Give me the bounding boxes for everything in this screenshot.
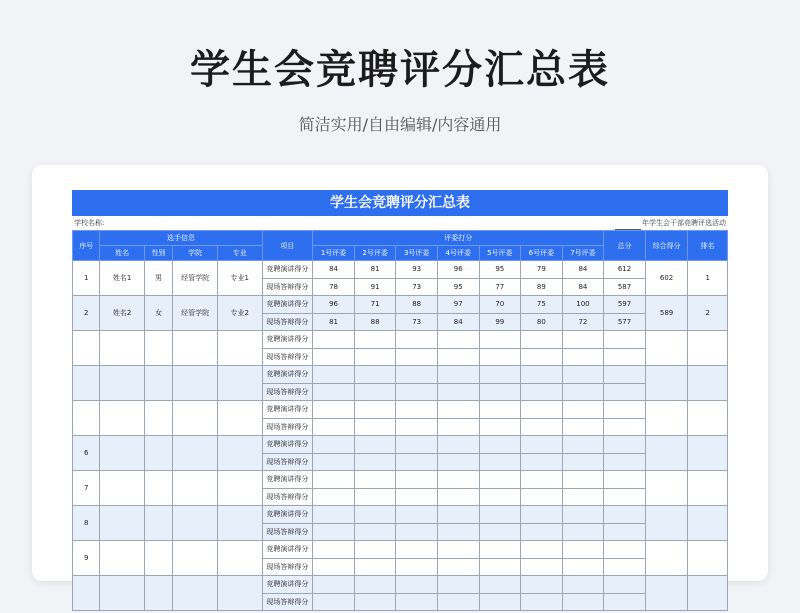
cell-index[interactable]: 2 — [73, 296, 100, 331]
cell-judge-score[interactable]: 88 — [354, 313, 396, 331]
table-row — [73, 576, 728, 594]
cell-judge-score[interactable] — [479, 383, 521, 401]
cell-judge-score[interactable] — [396, 453, 438, 471]
cell-gender[interactable] — [144, 576, 172, 611]
cell-judge-score[interactable] — [396, 436, 438, 454]
cell-rank[interactable]: 1 — [688, 261, 728, 296]
cell-judge-score[interactable] — [562, 401, 604, 419]
score-table — [72, 230, 728, 611]
header-total: 总分 — [604, 231, 646, 261]
cell-composite[interactable] — [645, 436, 688, 471]
cell-judge-score[interactable]: 95 — [437, 278, 479, 296]
cell-judge-score[interactable] — [562, 506, 604, 524]
table-row — [73, 436, 728, 454]
cell-gender[interactable] — [144, 541, 172, 576]
cell-judge-score[interactable] — [479, 366, 521, 384]
cell-judge-score[interactable] — [562, 558, 604, 576]
cell-total[interactable] — [604, 488, 646, 506]
sheet-title: 学生会竞聘评分汇总表 — [72, 190, 728, 216]
cell-composite[interactable]: 589 — [645, 296, 688, 331]
cell-college[interactable] — [173, 471, 218, 506]
cell-judge-score[interactable] — [313, 348, 355, 366]
cell-college[interactable]: 经管学院 — [173, 296, 218, 331]
cell-total[interactable]: 587 — [604, 278, 646, 296]
cell-judge-score[interactable] — [354, 331, 396, 349]
cell-item[interactable]: 现场答辩得分 — [262, 383, 313, 401]
cell-judge-score[interactable] — [354, 418, 396, 436]
cell-rank[interactable]: 2 — [688, 296, 728, 331]
cell-judge-score[interactable] — [479, 488, 521, 506]
cell-judge-score[interactable] — [313, 576, 355, 594]
cell-total[interactable] — [604, 348, 646, 366]
cell-judge-score[interactable] — [396, 576, 438, 594]
meta-row — [72, 216, 728, 230]
cell-composite[interactable]: 602 — [645, 261, 688, 296]
cell-gender[interactable] — [144, 506, 172, 541]
cell-judge-score[interactable] — [521, 576, 563, 594]
cell-name[interactable] — [100, 576, 145, 611]
cell-judge-score[interactable] — [437, 593, 479, 611]
cell-college[interactable] — [173, 401, 218, 436]
cell-college[interactable] — [173, 436, 218, 471]
cell-judge-score[interactable] — [313, 331, 355, 349]
cell-judge-score[interactable] — [354, 366, 396, 384]
cell-rank[interactable] — [688, 366, 728, 401]
cell-judge-score[interactable] — [396, 541, 438, 559]
cell-total[interactable] — [604, 576, 646, 594]
cell-judge-score[interactable] — [479, 541, 521, 559]
cell-judge-score[interactable] — [562, 471, 604, 489]
preview-card — [32, 165, 768, 606]
cell-judge-score[interactable]: 84 — [437, 313, 479, 331]
year-blank[interactable] — [615, 221, 641, 230]
cell-judge-score[interactable] — [396, 523, 438, 541]
header-candidate-info: 选手信息 — [100, 231, 262, 246]
cell-total[interactable] — [604, 401, 646, 419]
cell-judge-score[interactable] — [562, 453, 604, 471]
cell-college[interactable] — [173, 541, 218, 576]
cell-judge-score[interactable] — [437, 366, 479, 384]
cell-college[interactable] — [173, 576, 218, 611]
cell-judge-score[interactable] — [437, 331, 479, 349]
cell-college[interactable] — [173, 331, 218, 366]
cell-judge-score[interactable] — [437, 576, 479, 594]
cell-item[interactable]: 现场答辩得分 — [262, 523, 313, 541]
cell-judge-score[interactable] — [479, 558, 521, 576]
cell-item[interactable]: 竞聘演讲得分 — [262, 576, 313, 594]
cell-judge-score[interactable]: 99 — [479, 313, 521, 331]
cell-judge-score[interactable] — [479, 331, 521, 349]
cell-judge-score[interactable]: 80 — [521, 313, 563, 331]
cell-name[interactable] — [100, 506, 145, 541]
cell-judge-score[interactable] — [313, 558, 355, 576]
header-judge-scores: 评委打分 — [313, 231, 604, 246]
cell-judge-score[interactable] — [313, 453, 355, 471]
cell-judge-score[interactable] — [479, 348, 521, 366]
header-judge-3: 3号评委 — [396, 246, 438, 261]
header-college: 学院 — [173, 246, 218, 261]
cell-index[interactable] — [73, 576, 100, 611]
activity-field — [615, 216, 726, 230]
table-row — [73, 506, 728, 524]
cell-judge-score[interactable] — [396, 418, 438, 436]
cell-judge-score[interactable]: 95 — [479, 261, 521, 279]
cell-judge-score[interactable]: 91 — [354, 278, 396, 296]
cell-judge-score[interactable] — [396, 383, 438, 401]
cell-name[interactable] — [100, 436, 145, 471]
cell-judge-score[interactable] — [437, 541, 479, 559]
cell-total[interactable] — [604, 523, 646, 541]
cell-total[interactable] — [604, 593, 646, 611]
cell-judge-score[interactable] — [313, 541, 355, 559]
cell-judge-score[interactable] — [521, 418, 563, 436]
cell-judge-score[interactable] — [521, 453, 563, 471]
cell-total[interactable] — [604, 418, 646, 436]
cell-judge-score[interactable] — [521, 593, 563, 611]
cell-index[interactable]: 8 — [73, 506, 100, 541]
cell-gender[interactable]: 女 — [144, 296, 172, 331]
table-row — [73, 366, 728, 384]
cell-judge-score[interactable] — [313, 523, 355, 541]
cell-judge-score[interactable] — [354, 506, 396, 524]
cell-judge-score[interactable] — [313, 366, 355, 384]
cell-judge-score[interactable] — [313, 436, 355, 454]
header-judge-4: 4号评委 — [437, 246, 479, 261]
cell-judge-score[interactable] — [479, 436, 521, 454]
cell-total[interactable] — [604, 436, 646, 454]
cell-item[interactable]: 现场答辩得分 — [262, 593, 313, 611]
cell-judge-score[interactable] — [521, 366, 563, 384]
cell-item[interactable]: 竞聘演讲得分 — [262, 331, 313, 349]
cell-judge-score[interactable] — [521, 488, 563, 506]
cell-judge-score[interactable] — [562, 383, 604, 401]
cell-judge-score[interactable] — [396, 348, 438, 366]
cell-judge-score[interactable] — [479, 506, 521, 524]
cell-judge-score[interactable] — [313, 383, 355, 401]
cell-item[interactable]: 现场答辩得分 — [262, 453, 313, 471]
cell-total[interactable]: 577 — [604, 313, 646, 331]
cell-judge-score[interactable] — [521, 401, 563, 419]
cell-judge-score[interactable] — [437, 558, 479, 576]
cell-item[interactable]: 现场答辩得分 — [262, 418, 313, 436]
cell-index[interactable]: 7 — [73, 471, 100, 506]
cell-item[interactable]: 竞聘演讲得分 — [262, 366, 313, 384]
cell-judge-score[interactable]: 71 — [354, 296, 396, 314]
cell-judge-score[interactable] — [437, 488, 479, 506]
cell-judge-score[interactable] — [313, 401, 355, 419]
cell-college[interactable]: 经管学院 — [173, 261, 218, 296]
cell-judge-score[interactable]: 97 — [437, 296, 479, 314]
cell-composite[interactable] — [645, 401, 688, 436]
cell-judge-score[interactable] — [437, 401, 479, 419]
cell-judge-score[interactable] — [396, 366, 438, 384]
cell-index[interactable]: 9 — [73, 541, 100, 576]
activity-label: 年学生会干部竞聘评选活动 — [642, 219, 726, 227]
cell-item[interactable]: 现场答辩得分 — [262, 488, 313, 506]
cell-judge-score[interactable] — [354, 558, 396, 576]
cell-judge-score[interactable] — [562, 541, 604, 559]
cell-judge-score[interactable] — [313, 488, 355, 506]
table-row — [73, 331, 728, 349]
header-judge-1: 1号评委 — [313, 246, 355, 261]
cell-judge-score[interactable] — [313, 471, 355, 489]
cell-name[interactable] — [100, 541, 145, 576]
cell-judge-score[interactable]: 78 — [313, 278, 355, 296]
cell-item[interactable]: 竞聘演讲得分 — [262, 261, 313, 279]
cell-total[interactable] — [604, 506, 646, 524]
cell-judge-score[interactable] — [313, 506, 355, 524]
school-name-label: 学校名称: — [74, 219, 105, 227]
cell-judge-score[interactable] — [521, 541, 563, 559]
cell-item[interactable]: 竞聘演讲得分 — [262, 436, 313, 454]
cell-judge-score[interactable] — [562, 576, 604, 594]
cell-item[interactable]: 竞聘演讲得分 — [262, 506, 313, 524]
header-item: 项目 — [262, 231, 313, 261]
cell-name[interactable] — [100, 331, 145, 366]
cell-judge-score[interactable]: 81 — [354, 261, 396, 279]
cell-judge-score[interactable] — [521, 436, 563, 454]
cell-college[interactable] — [173, 506, 218, 541]
cell-judge-score[interactable] — [521, 331, 563, 349]
cell-judge-score[interactable]: 70 — [479, 296, 521, 314]
cell-name[interactable]: 姓名1 — [100, 261, 145, 296]
cell-judge-score[interactable] — [521, 383, 563, 401]
cell-gender[interactable] — [144, 436, 172, 471]
cell-major[interactable] — [217, 401, 262, 436]
cell-judge-score[interactable] — [354, 436, 396, 454]
header-judge-2: 2号评委 — [354, 246, 396, 261]
cell-judge-score[interactable] — [396, 401, 438, 419]
cell-judge-score[interactable] — [396, 331, 438, 349]
cell-judge-score[interactable] — [396, 558, 438, 576]
cell-rank[interactable] — [688, 541, 728, 576]
cell-total[interactable] — [604, 471, 646, 489]
cell-judge-score[interactable]: 100 — [562, 296, 604, 314]
spreadsheet — [72, 190, 728, 606]
cell-index[interactable] — [73, 401, 100, 436]
header-judge-6: 6号评委 — [521, 246, 563, 261]
header-rank: 排名 — [688, 231, 728, 261]
cell-judge-score[interactable] — [562, 366, 604, 384]
cell-major[interactable] — [217, 471, 262, 506]
cell-judge-score[interactable] — [562, 523, 604, 541]
cell-judge-score[interactable] — [437, 453, 479, 471]
table-row — [73, 471, 728, 489]
table-row — [73, 296, 728, 314]
cell-composite[interactable] — [645, 471, 688, 506]
cell-total[interactable] — [604, 541, 646, 559]
cell-name[interactable] — [100, 366, 145, 401]
cell-major[interactable] — [217, 436, 262, 471]
cell-judge-score[interactable] — [562, 331, 604, 349]
cell-judge-score[interactable]: 73 — [396, 278, 438, 296]
cell-judge-score[interactable] — [354, 453, 396, 471]
cell-item[interactable]: 现场答辩得分 — [262, 278, 313, 296]
cell-judge-score[interactable] — [521, 348, 563, 366]
cell-judge-score[interactable] — [396, 488, 438, 506]
cell-total[interactable] — [604, 366, 646, 384]
cell-item[interactable]: 现场答辩得分 — [262, 313, 313, 331]
cell-major[interactable] — [217, 541, 262, 576]
cell-total[interactable]: 597 — [604, 296, 646, 314]
cell-total[interactable]: 612 — [604, 261, 646, 279]
cell-judge-score[interactable] — [562, 418, 604, 436]
cell-judge-score[interactable] — [521, 506, 563, 524]
cell-composite[interactable] — [645, 331, 688, 366]
page-title: 学生会竞聘评分汇总表 — [190, 47, 610, 93]
cell-judge-score[interactable] — [354, 383, 396, 401]
cell-judge-score[interactable] — [479, 523, 521, 541]
cell-judge-score[interactable] — [562, 488, 604, 506]
header-composite: 综合得分 — [645, 231, 688, 261]
cell-judge-score[interactable]: 77 — [479, 278, 521, 296]
cell-composite[interactable] — [645, 576, 688, 611]
header-gender: 性别 — [144, 246, 172, 261]
cell-total[interactable] — [604, 453, 646, 471]
cell-major[interactable]: 专业2 — [217, 296, 262, 331]
cell-composite[interactable] — [645, 366, 688, 401]
cell-judge-score[interactable]: 84 — [313, 261, 355, 279]
cell-item[interactable]: 竞聘演讲得分 — [262, 296, 313, 314]
cell-judge-score[interactable] — [354, 576, 396, 594]
cell-gender[interactable] — [144, 471, 172, 506]
cell-judge-score[interactable] — [521, 471, 563, 489]
page-subtitle: 简洁实用/自由编辑/内容通用 — [298, 115, 502, 134]
cell-judge-score[interactable]: 73 — [396, 313, 438, 331]
cell-judge-score[interactable] — [479, 593, 521, 611]
cell-judge-score[interactable] — [521, 558, 563, 576]
cell-composite[interactable] — [645, 541, 688, 576]
cell-judge-score[interactable]: 75 — [521, 296, 563, 314]
cell-judge-score[interactable] — [354, 401, 396, 419]
cell-major[interactable] — [217, 366, 262, 401]
cell-name[interactable] — [100, 401, 145, 436]
cell-judge-score[interactable]: 84 — [562, 261, 604, 279]
cell-judge-score[interactable] — [437, 348, 479, 366]
header-judge-7: 7号评委 — [562, 246, 604, 261]
cell-major[interactable] — [217, 506, 262, 541]
score-table-body — [73, 261, 728, 611]
cell-item[interactable]: 现场答辩得分 — [262, 348, 313, 366]
cell-judge-score[interactable]: 79 — [521, 261, 563, 279]
cell-total[interactable] — [604, 383, 646, 401]
cell-name[interactable] — [100, 471, 145, 506]
cell-judge-score[interactable]: 93 — [396, 261, 438, 279]
cell-judge-score[interactable] — [396, 506, 438, 524]
cell-gender[interactable] — [144, 401, 172, 436]
header-name: 姓名 — [100, 246, 145, 261]
cell-total[interactable] — [604, 558, 646, 576]
cell-rank[interactable] — [688, 401, 728, 436]
cell-composite[interactable] — [645, 506, 688, 541]
cell-judge-score[interactable]: 81 — [313, 313, 355, 331]
cell-judge-score[interactable] — [437, 418, 479, 436]
cell-major[interactable]: 专业1 — [217, 261, 262, 296]
cell-gender[interactable] — [144, 366, 172, 401]
cell-judge-score[interactable] — [521, 523, 563, 541]
cell-judge-score[interactable]: 89 — [521, 278, 563, 296]
cell-index[interactable] — [73, 366, 100, 401]
cell-judge-score[interactable]: 96 — [313, 296, 355, 314]
cell-judge-score[interactable] — [437, 506, 479, 524]
cell-judge-score[interactable]: 72 — [562, 313, 604, 331]
cell-item[interactable]: 现场答辩得分 — [262, 558, 313, 576]
cell-judge-score[interactable] — [479, 471, 521, 489]
cell-rank[interactable] — [688, 471, 728, 506]
cell-judge-score[interactable] — [396, 593, 438, 611]
table-row — [73, 261, 728, 279]
cell-judge-score[interactable] — [354, 541, 396, 559]
cell-judge-score[interactable] — [313, 418, 355, 436]
cell-judge-score[interactable] — [437, 436, 479, 454]
cell-judge-score[interactable] — [562, 348, 604, 366]
cell-index[interactable] — [73, 331, 100, 366]
cell-judge-score[interactable] — [313, 593, 355, 611]
cell-judge-score[interactable] — [396, 471, 438, 489]
header-major: 专业 — [217, 246, 262, 261]
cell-judge-score[interactable] — [354, 471, 396, 489]
cell-judge-score[interactable] — [479, 401, 521, 419]
cell-judge-score[interactable] — [437, 471, 479, 489]
cell-judge-score[interactable] — [479, 576, 521, 594]
cell-rank[interactable] — [688, 331, 728, 366]
cell-judge-score[interactable]: 88 — [396, 296, 438, 314]
cell-judge-score[interactable] — [437, 523, 479, 541]
cell-rank[interactable] — [688, 576, 728, 611]
cell-rank[interactable] — [688, 506, 728, 541]
cell-judge-score[interactable]: 84 — [562, 278, 604, 296]
cell-judge-score[interactable] — [437, 383, 479, 401]
cell-judge-score[interactable] — [562, 436, 604, 454]
cell-major[interactable] — [217, 576, 262, 611]
cell-judge-score[interactable] — [479, 453, 521, 471]
cell-total[interactable] — [604, 331, 646, 349]
cell-item[interactable]: 竞聘演讲得分 — [262, 401, 313, 419]
cell-judge-score[interactable] — [354, 593, 396, 611]
cell-major[interactable] — [217, 331, 262, 366]
cell-judge-score[interactable] — [479, 418, 521, 436]
cell-rank[interactable] — [688, 436, 728, 471]
header-index: 序号 — [73, 231, 100, 261]
cell-college[interactable] — [173, 366, 218, 401]
cell-judge-score[interactable] — [354, 348, 396, 366]
cell-judge-score[interactable] — [354, 523, 396, 541]
cell-name[interactable]: 姓名2 — [100, 296, 145, 331]
table-row — [73, 541, 728, 559]
cell-judge-score[interactable] — [562, 593, 604, 611]
cell-judge-score[interactable] — [354, 488, 396, 506]
cell-item[interactable]: 竞聘演讲得分 — [262, 471, 313, 489]
cell-judge-score[interactable]: 96 — [437, 261, 479, 279]
cell-index[interactable]: 1 — [73, 261, 100, 296]
cell-index[interactable]: 6 — [73, 436, 100, 471]
cell-gender[interactable] — [144, 331, 172, 366]
header-judge-5: 5号评委 — [479, 246, 521, 261]
cell-item[interactable]: 竞聘演讲得分 — [262, 541, 313, 559]
cell-gender[interactable]: 男 — [144, 261, 172, 296]
table-row — [73, 401, 728, 419]
